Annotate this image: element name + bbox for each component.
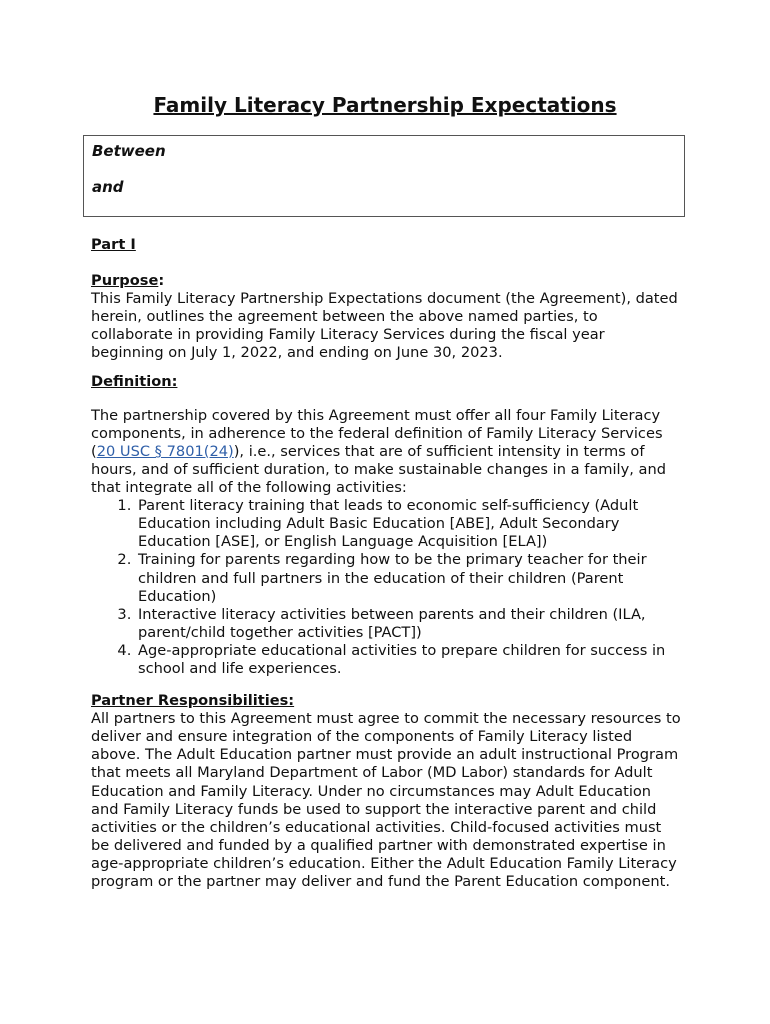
spacer bbox=[91, 254, 681, 272]
list-item: 3. Interactive literacy activities between parents and their children (ILA, parent/child together activities [PACT]) bbox=[136, 606, 681, 642]
definition-text-end: ), i.e., services that are of sufficient intensity in terms of hours, and of sufficient duration, to make sustainable changes in a family, and that integrate all of the following activities: bbox=[91, 442, 666, 497]
parties-box bbox=[83, 135, 685, 217]
partner-responsibilities-text: All partners to this Agreement must agree to commit the necessary resources to deliver and ensure integration of the components of Family Literacy listed above. The Adult Education partner must provide an adult instructional Program that meets all Maryland Department of Labor (MD Labor) standards for Adult Education and Family Literacy. Under no circumstances may Adult Education and Family Literacy funds be used to support the interactive parent and child activities or the children’s educational activities. Child-focused activities must be delivered and funded by a qualified partner with demonstrated expertise in age-appropriate children’s education. Either the Adult Education Family Literacy program or the partner may deliver and fund the Parent Education component. bbox=[91, 710, 681, 890]
definition-text-start: The partnership covered by this Agreement must offer all four Family Literacy components, in adherence to the federal definition of Family Literacy Services ( bbox=[91, 406, 663, 460]
usc-citation-link[interactable]: 20 USC § 7801(24) bbox=[96, 442, 234, 460]
purpose-heading-colon: : bbox=[158, 272, 165, 290]
document-title: Family Literacy Partnership Expectations bbox=[153, 93, 617, 117]
document-body bbox=[91, 236, 681, 891]
list-item: 1. Parent literacy training that leads to economic self-sufficiency (Adult Education including Adult Basic Education [ABE], Adult Secondary Education [ASE], or English Language Acquisition [ELA]) bbox=[136, 497, 681, 551]
and-label: and bbox=[92, 178, 124, 196]
list-item: 4. Age-appropriate educational activities to prepare children for success in school and life experiences. bbox=[136, 642, 681, 678]
partner-responsibilities-section bbox=[91, 692, 681, 891]
spacer bbox=[91, 391, 681, 407]
purpose-text: This Family Literacy Partnership Expectations document (the Agreement), dated herein, outlines the agreement between the above named parties, to collaborate in providing Family Literacy Services during the fiscal year beginning on July 1, 2022, and ending on June 30, 2023. bbox=[91, 290, 678, 362]
definition-heading: Definition: bbox=[91, 372, 178, 390]
activities-list bbox=[91, 497, 681, 678]
spacer bbox=[91, 678, 681, 692]
list-item: 2. Training for parents regarding how to be the primary teacher for their children and full partners in the education of their children (Parent Education) bbox=[136, 551, 681, 605]
partner-responsibilities-heading: Partner Responsibilities: bbox=[91, 692, 295, 710]
purpose-heading bbox=[91, 272, 681, 290]
purpose-heading-text: Purpose bbox=[91, 272, 159, 290]
definition-section bbox=[91, 373, 681, 679]
between-label: Between bbox=[92, 142, 166, 160]
spacer bbox=[91, 363, 681, 373]
part-heading: Part I bbox=[91, 236, 136, 253]
definition-text bbox=[91, 407, 681, 497]
purpose-section bbox=[91, 272, 681, 362]
